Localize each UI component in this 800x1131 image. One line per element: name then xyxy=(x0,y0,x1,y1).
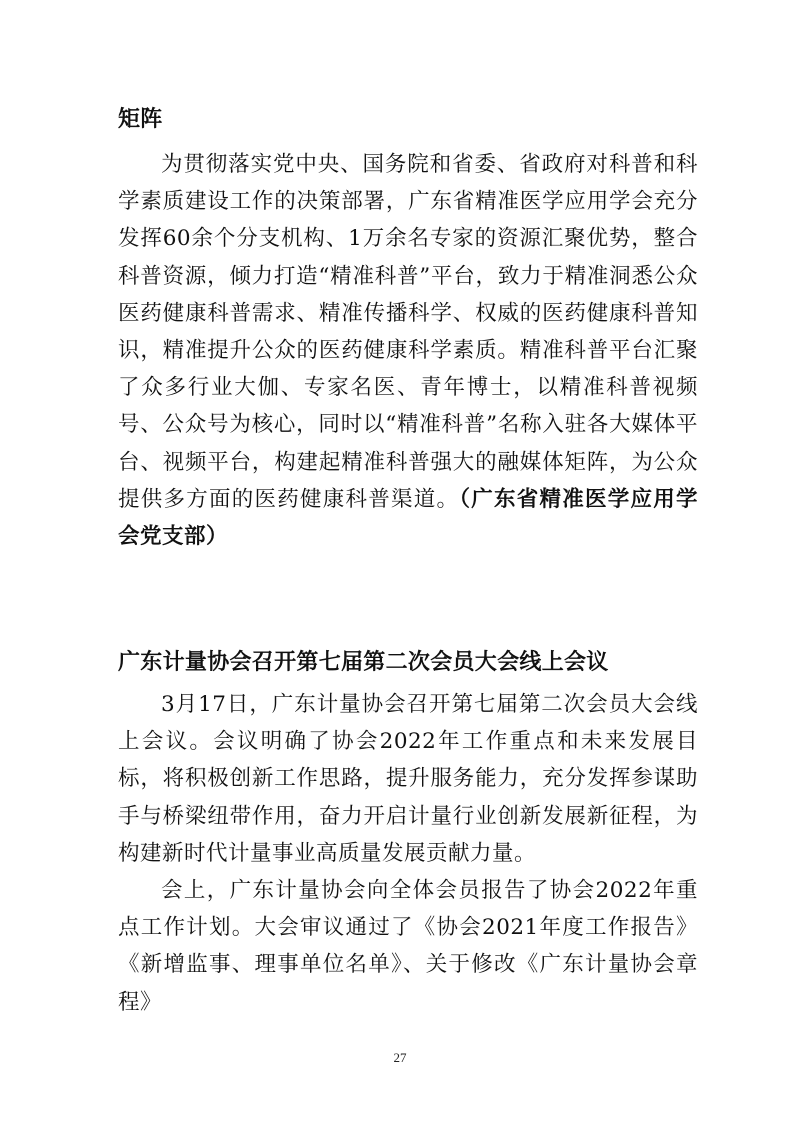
section2-paragraph-2: 会上，广东计量协会向全体会员报告了协会2022年重点工作计划。大会审议通过了《协会2021年度工作报告》《新增监事、理事单位名单》、关于修改《广东计量协会章程》 xyxy=(118,878,698,1015)
section1-source: （广东省精准医学应用学会党支部） xyxy=(118,486,698,550)
section1-body-block xyxy=(118,146,698,555)
section1-paragraph xyxy=(118,146,698,555)
page-number: 27 xyxy=(393,1050,407,1065)
section1-title-tail: 矩阵 xyxy=(118,107,163,132)
section2-title: 广东计量协会召开第七届第二次会员大会线上会议 xyxy=(118,650,609,675)
section2-paragraph-1: 3月17日，广东计量协会召开第七届第二次会员大会线上会议。会议明确了协会2022年工作重点和未来发展目标，将积极创新工作思路，提升服务能力，充分发挥参谋助手与桥梁纽带作用，奋力开启计量行业创新发展新征程，为构建新时代计量事业高质量发展贡献力量。 xyxy=(118,692,698,866)
section1-body-text: 为贯彻落实党中央、国务院和省委、省政府对科普和科学素质建设工作的决策部署，广东省精准医学应用学会充分发挥60余个分支机构、1万余名专家的资源汇聚优势，整合科普资源，倾力打造“精准科普”平台，致力于精准洞悉公众医药健康科普需求、精准传播科学、权威的医药健康科普知识，精准提升公众的医药健康科学素质。精准科普平台汇聚了众多行业大伽、专家名医、青年博士，以精准科普视频号、公众号为核心，同时以“精准科普”名称入驻各大媒体平台、视频平台，构建起精准科普强大的融媒体矩阵，为公众提供多方面的医药健康科普渠道。 xyxy=(118,152,698,512)
section2-body-block xyxy=(118,686,698,1021)
